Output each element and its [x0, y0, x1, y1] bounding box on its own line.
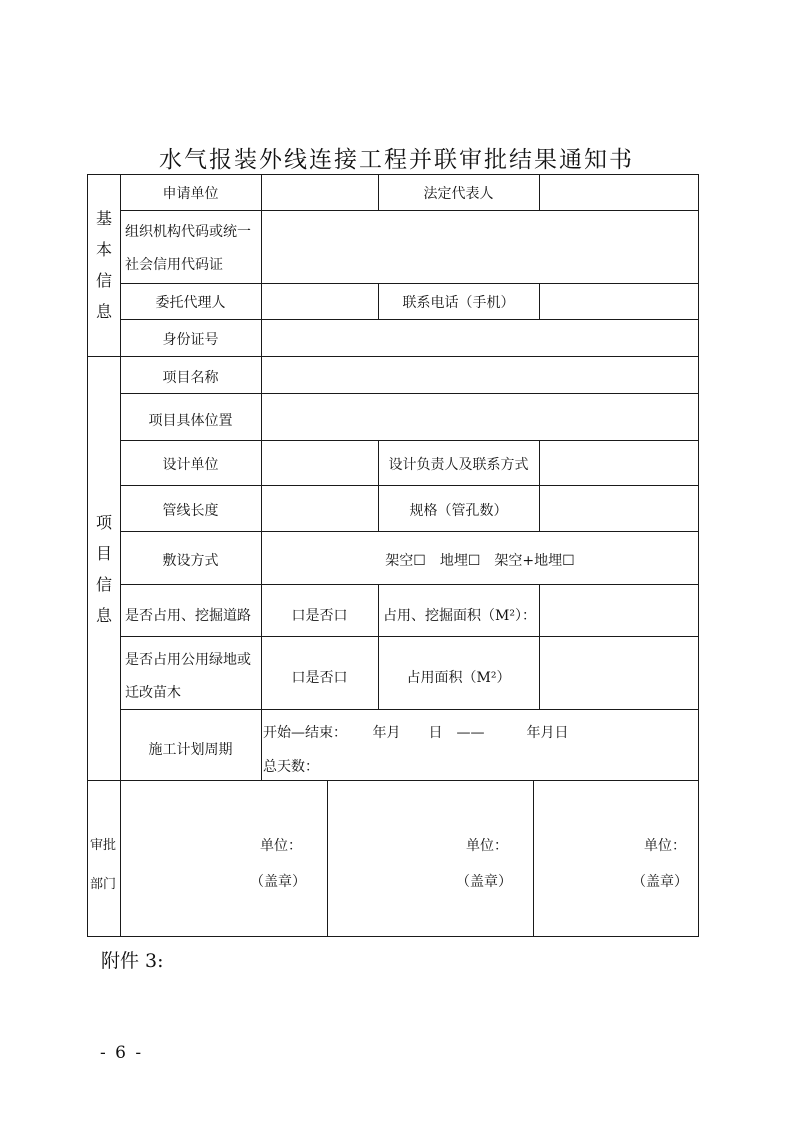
id-number-label: 身份证号: [162, 332, 219, 348]
project-location-label: 项目具体位置: [148, 413, 233, 429]
road-occupy-label: 是否占用、挖掘道路: [125, 608, 251, 624]
approval-section-label-line2: 部门: [90, 877, 117, 892]
laying-options: 架空☐ 地埋☐ 架空+地埋☐: [385, 553, 575, 569]
dept2-unit-label: 单位：: [466, 838, 508, 854]
org-code-label-line2: 社会信用代码证: [125, 257, 223, 273]
project-info-section-label: 项 目 信 息: [95, 513, 112, 625]
dept3-seal-label: （盖章）: [632, 874, 688, 890]
laying-method-label: 敷设方式: [162, 553, 219, 569]
pipe-length-label: 管线长度: [162, 503, 219, 519]
road-occupy-choice: 口是否口: [291, 608, 348, 624]
green-occupy-label-line2: 迁改苗木: [125, 685, 181, 701]
applicant-label: 申请单位: [162, 186, 219, 202]
dept3-unit-label: 单位：: [644, 838, 686, 854]
period-start-end: 开始—结束： 年月 日 —— 年月日: [263, 725, 569, 741]
page-number: - 6 -: [100, 1043, 144, 1063]
green-area-label: 占用面积（M²）: [406, 670, 511, 686]
total-days: 总天数：: [263, 759, 319, 775]
green-occupy-choice: 口是否口: [291, 670, 348, 686]
basic-info-section-label: 基 本 信 息: [95, 209, 112, 321]
approval-section-label-line1: 审批: [90, 838, 117, 853]
design-contact-label: 设计负责人及联系方式: [388, 457, 529, 473]
document-title: 水气报装外线连接工程并联审批结果通知书: [159, 147, 634, 173]
design-unit-label: 设计单位: [162, 457, 219, 473]
annex-label: 附件 3:: [101, 950, 164, 972]
dept2-seal-label: （盖章）: [456, 874, 512, 890]
construction-period-label: 施工计划周期: [148, 742, 233, 758]
agent-label: 委托代理人: [155, 295, 226, 311]
dept1-seal-label: （盖章）: [250, 874, 306, 890]
dept1-unit-label: 单位：: [260, 838, 302, 854]
org-code-label-line1: 组织机构代码或统一: [125, 224, 251, 240]
project-name-label: 项目名称: [162, 370, 219, 386]
phone-label: 联系电话（手机）: [402, 295, 515, 311]
legal-rep-label: 法定代表人: [423, 186, 494, 202]
spec-label: 规格（管孔数）: [409, 503, 508, 519]
green-occupy-label-line1: 是否占用公用绿地或: [125, 652, 251, 668]
road-area-label: 占用、挖掘面积（M²）：: [383, 608, 536, 624]
